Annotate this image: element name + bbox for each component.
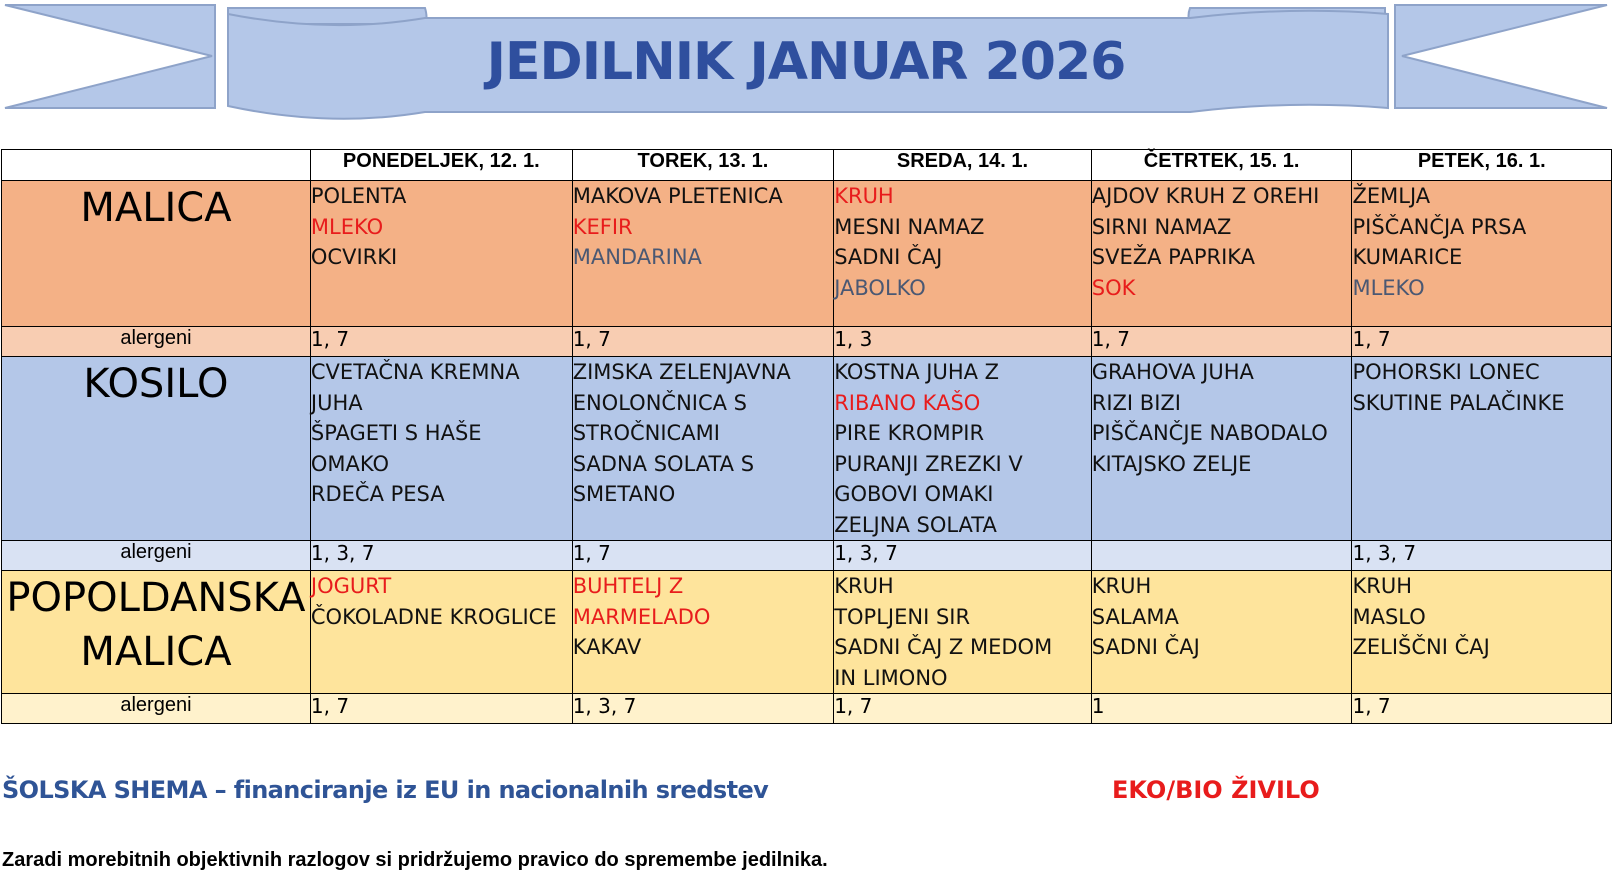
- day-header: PONEDELJEK, 12. 1.: [310, 150, 572, 181]
- menu-cell: [1091, 571, 1352, 694]
- menu-cell: [834, 357, 1092, 541]
- menu-cell: [572, 571, 834, 694]
- allergen-value: 1, 3: [834, 327, 1092, 357]
- allergen-value: 1, 7: [572, 541, 834, 571]
- menu-cell: [1091, 181, 1352, 327]
- menu-item: AJDOV KRUH Z OREHI: [1091, 184, 1320, 208]
- menu-item: BUHTELJ Z: [572, 574, 684, 598]
- menu-item: ZIMSKA ZELENJAVNA: [572, 360, 791, 384]
- menu-item: SKUTINE PALAČINKE: [1352, 390, 1565, 415]
- legend-eko-bio: EKO/BIO ŽIVILO: [1112, 776, 1320, 804]
- menu-item: KRUH: [1091, 574, 1152, 598]
- menu-item: RIBANO KAŠO: [834, 390, 981, 415]
- allergen-value: 1, 3, 7: [572, 694, 834, 724]
- day-header: ČETRTEK, 15. 1.: [1091, 150, 1352, 181]
- day-header-row: [2, 150, 1612, 181]
- allergen-value: [1091, 541, 1352, 571]
- menu-item: MESNI NAMAZ: [834, 214, 985, 239]
- allergen-value: 1, 7: [1352, 694, 1612, 724]
- menu-item: JABOLKO: [834, 275, 926, 300]
- menu-item: OCVIRKI: [310, 245, 398, 269]
- menu-item: STROČNICAMI: [572, 421, 720, 445]
- meal-name: KOSILO: [2, 357, 311, 541]
- meal-row: [2, 357, 1612, 541]
- allergen-value: 1, 7: [1091, 327, 1352, 357]
- allergen-value: 1, 7: [572, 327, 834, 357]
- meal-name: [2, 571, 311, 694]
- meal-name: MALICA: [2, 181, 311, 327]
- menu-cell: [310, 181, 572, 327]
- day-header: TOREK, 13. 1.: [572, 150, 834, 181]
- menu-item: PIRE KROMPIR: [834, 421, 985, 445]
- allergen-value: 1, 7: [834, 694, 1092, 724]
- allergen-label: alergeni: [2, 541, 311, 571]
- allergen-value: 1, 3, 7: [834, 541, 1092, 571]
- menu-item: ŽEMLJA: [1352, 184, 1431, 208]
- allergen-row: [2, 327, 1612, 357]
- menu-item: ŠPAGETI S HAŠE: [310, 421, 482, 445]
- allergen-value: 1, 3, 7: [310, 541, 572, 571]
- menu-cell: [834, 181, 1092, 327]
- meal-row: [2, 181, 1612, 327]
- menu-item: SOK: [1091, 275, 1136, 300]
- menu-item: SADNI ČAJ: [1091, 635, 1200, 659]
- allergen-row: [2, 541, 1612, 571]
- meal-row: [2, 571, 1612, 694]
- menu-item: SADNA SOLATA S: [572, 451, 755, 476]
- menu-item: CVETAČNA KREMNA: [310, 360, 520, 384]
- menu-item: GRAHOVA JUHA: [1091, 360, 1254, 384]
- menu-item: ENOLONČNICA S: [572, 390, 747, 415]
- menu-item: KRUH: [1352, 574, 1412, 598]
- allergen-label: alergeni: [2, 327, 311, 357]
- menu-item: KUMARICE: [1352, 245, 1463, 269]
- menu-item: ZELJNA SOLATA: [834, 512, 997, 537]
- menu-item: SMETANO: [572, 482, 676, 506]
- menu-item: JUHA: [310, 390, 363, 415]
- menu-cell: [572, 357, 834, 541]
- menu-item: KITAJSKO ZELJE: [1091, 451, 1252, 476]
- menu-item: TOPLJENI SIR: [834, 604, 971, 629]
- menu-item: MANDARINA: [572, 245, 702, 269]
- day-header: PETEK, 16. 1.: [1352, 150, 1612, 181]
- meal-name-line: MALICA: [80, 629, 232, 675]
- menu-item: KOSTNA JUHA Z: [834, 360, 1000, 384]
- menu-item: RDEČA PESA: [310, 482, 445, 506]
- menu-item: IN LIMONO: [834, 665, 948, 690]
- menu-item: ČOKOLADNE KROGLICE: [310, 604, 557, 629]
- menu-item: KRUH: [834, 574, 894, 598]
- menu-item: POLENTA: [310, 184, 407, 208]
- page-title: JEDILNIK JANUAR 2026: [486, 32, 1126, 92]
- menu-item: SADNI ČAJ: [834, 245, 943, 269]
- menu-cell: [1352, 357, 1612, 541]
- disclaimer-note: Zaradi morebitnih objektivnih razlogov si pridržujemo pravico do spremembe jedilnika.: [2, 849, 828, 871]
- legend-solska-shema: ŠOLSKA SHEMA – financiranje iz EU in nacionalnih sredstev: [2, 776, 769, 804]
- menu-cell: [1091, 357, 1352, 541]
- day-header: SREDA, 14. 1.: [834, 150, 1092, 181]
- menu-cell: [310, 357, 572, 541]
- menu-item: POHORSKI LONEC: [1352, 360, 1540, 384]
- menu-cell: [1352, 571, 1612, 694]
- menu-item: MLEKO: [310, 214, 384, 239]
- menu-item: SALAMA: [1091, 604, 1179, 629]
- allergen-value: 1, 3, 7: [1352, 541, 1612, 571]
- menu-item: MLEKO: [1352, 275, 1425, 300]
- menu-item: KRUH: [834, 184, 894, 208]
- menu-item: JOGURT: [310, 574, 392, 598]
- allergen-value: 1, 7: [310, 327, 572, 357]
- meal-name-line: POPOLDANSKA: [6, 575, 306, 621]
- menu-item: MASLO: [1352, 604, 1426, 629]
- menu-item: PIŠČANČJA PRSA: [1352, 214, 1527, 239]
- menu-table: [1, 149, 1612, 724]
- menu-item: KEFIR: [572, 214, 633, 239]
- header-corner: [2, 150, 311, 181]
- menu-cell: [1352, 181, 1612, 327]
- menu-item: RIZI BIZI: [1091, 390, 1181, 415]
- menu-item: SADNI ČAJ Z MEDOM: [834, 635, 1053, 659]
- menu-item: KAKAV: [572, 635, 642, 659]
- allergen-row: [2, 694, 1612, 724]
- menu-item: PIŠČANČJE NABODALO: [1091, 421, 1328, 445]
- menu-item: OMAKO: [310, 451, 390, 476]
- allergen-label: alergeni: [2, 694, 311, 724]
- menu-item: ZELIŠČNI ČAJ: [1352, 635, 1490, 659]
- menu-cell: [834, 571, 1092, 694]
- menu-item: SIRNI NAMAZ: [1091, 214, 1232, 239]
- menu-item: GOBOVI OMAKI: [834, 482, 994, 506]
- allergen-value: 1: [1091, 694, 1352, 724]
- menu-item: MARMELADO: [572, 604, 711, 629]
- menu-item: PURANJI ZREZKI V: [834, 451, 1023, 476]
- allergen-value: 1, 7: [310, 694, 572, 724]
- menu-cell: [310, 571, 572, 694]
- allergen-value: 1, 7: [1352, 327, 1612, 357]
- menu-cell: [572, 181, 834, 327]
- menu-item: SVEŽA PAPRIKA: [1091, 245, 1256, 269]
- menu-item: MAKOVA PLETENICA: [572, 184, 783, 208]
